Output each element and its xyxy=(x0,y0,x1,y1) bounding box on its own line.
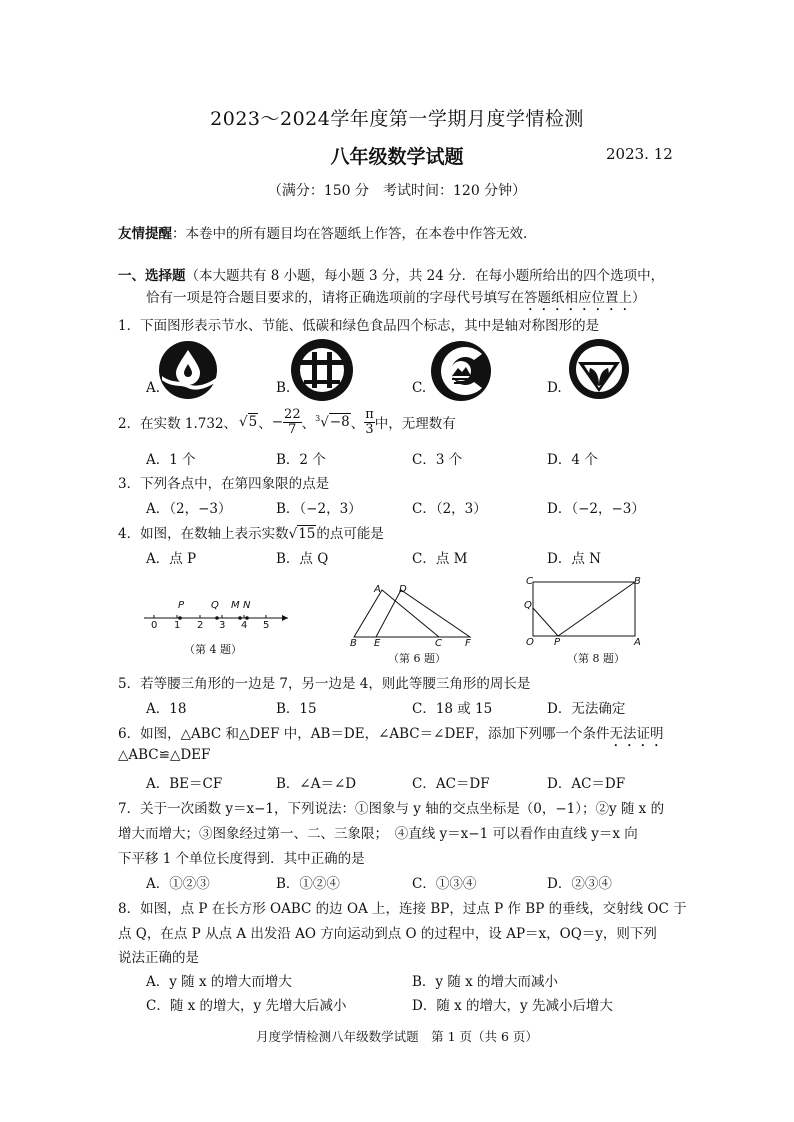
q2-neg-sign: − xyxy=(271,414,284,431)
exam-subtitle: 八年级数学试题 xyxy=(330,146,464,168)
q2-stem xyxy=(118,408,456,436)
q8-line-1: 8．如图，点 P 在长方形 OABC 的边 OA 上，连接 BP，过点 P 作 BP 的垂线，交射线 OC 于 xyxy=(118,901,687,917)
q5-option-a: A．18 xyxy=(146,701,187,717)
q3-option-c: C．（2，3） xyxy=(412,501,487,517)
section-desc-2c: ） xyxy=(632,290,646,306)
tip-text: ：本卷中的所有题目均在答题纸上作答，在本卷中作答无效. xyxy=(172,226,528,242)
q1-option-b: B. xyxy=(276,380,291,396)
water-drop-logo-icon xyxy=(158,340,218,400)
q2-cube-radicand: −8 xyxy=(329,414,350,431)
q2-option-b: B．2 个 xyxy=(276,452,326,468)
fig6-point-c: C xyxy=(435,638,442,649)
fig8-point-b: B xyxy=(634,576,641,587)
q6-option-a: A．BE＝CF xyxy=(146,776,223,792)
q4-stem: 4．如图，在数轴上表示实数√15的点可能是 xyxy=(118,526,384,542)
q6-option-d: D．AC＝DF xyxy=(547,776,626,792)
green-food-logo-icon xyxy=(568,338,630,400)
q1-stem: 1．下面图形表示节水、节能、低碳和绿色食品四个标志，其中是轴对称图形的是 xyxy=(118,318,600,334)
q5-option-b: B．15 xyxy=(276,701,317,717)
fig4-tick-1: 1 xyxy=(174,620,181,631)
q6-stem-line-2: △ABC≌△DEF xyxy=(118,747,211,763)
q8-line-3: 说法正确的是 xyxy=(118,950,199,966)
q3-option-d: D．（−2，−3） xyxy=(547,501,645,517)
fig4-tick-3: 3 xyxy=(219,620,226,631)
section-heading: 一、选择题 xyxy=(118,268,186,284)
q5-stem: 5．若等腰三角形的一边是 7，另一边是 4，则此等腰三角形的周长是 xyxy=(118,676,531,692)
fig8-point-p: P xyxy=(554,637,561,648)
q2-sep2: 、 xyxy=(301,416,316,433)
score-time-line: （满分：150 分 考试时间：120 分钟） xyxy=(267,183,527,199)
exam-date: 2023. 12 xyxy=(606,145,673,163)
fig4-point-n: N xyxy=(243,600,251,611)
q8-option-a: A．y 随 x 的增大而增大 xyxy=(146,974,292,990)
q7-line-2: 增大而增大；③图象经过第一、二、三象限； ④直线 y＝x−1 可以看作由直线 y＝x 向 xyxy=(118,826,638,842)
q4-option-b: B．点 Q xyxy=(276,551,329,567)
q3-stem: 3．下列各点中，在第四象限的点是 xyxy=(118,476,330,492)
fig4-tick-2: 2 xyxy=(197,620,204,631)
section-desc-2a: 恰有一项是符合题目要求的，请将正确选项前的字母代号填写在 xyxy=(146,290,524,306)
section-desc-1: （本大题共有 8 小题，每小题 3 分，共 24 分．在每小题所给出的四个选项中， xyxy=(185,268,665,284)
q1-option-a: A. xyxy=(146,380,161,396)
q4-radicand: 15 xyxy=(298,526,316,542)
low-carbon-logo-icon xyxy=(430,340,492,402)
q4-option-a: A．点 P xyxy=(146,551,197,567)
q2-cube-root: $^3$√−8 xyxy=(315,413,350,431)
q4-option-c: C．点 M xyxy=(412,551,468,567)
q2-sqrt5-radicand: 5 xyxy=(248,414,258,431)
q2-sep3: 、 xyxy=(350,416,365,433)
fig4-tick-4: 4 xyxy=(241,620,248,631)
q7-line-1: 7．关于一次函数 y＝x−1，下列说法：①图象与 y 轴的交点坐标是（0，−1）；②y 随 x 的 xyxy=(118,801,665,817)
fig4-caption: （第 4 题） xyxy=(184,643,242,656)
fig8-point-c: C xyxy=(526,576,533,587)
q6-stem-a: 6．如图，△ABC 和△DEF 中，AB＝DE，∠ABC＝∠DEF，添加下列哪一个条件 xyxy=(118,726,610,742)
q7-option-c: C．①③④ xyxy=(412,876,477,892)
fig4-tick-5: 5 xyxy=(263,620,270,631)
q3-option-b: B．（−2，3） xyxy=(276,501,362,517)
q8-option-c: C．随 x 的增大，y 先增大后减小 xyxy=(146,998,347,1014)
q6-option-c: C．AC＝DF xyxy=(412,776,490,792)
fig4-tick-0: 0 xyxy=(151,620,158,631)
q3-option-a: A．（2，−3） xyxy=(146,501,232,517)
fig8-point-q: Q xyxy=(524,600,532,611)
fig6-point-f: F xyxy=(465,638,471,649)
q2-cube-index: 3 xyxy=(315,413,321,423)
q8-option-b: B．y 随 x 的增大而减小 xyxy=(412,974,559,990)
q4-stem-a: 4．如图，在数轴上表示实数 xyxy=(118,526,289,542)
q2-option-d: D．4 个 xyxy=(547,452,598,468)
energy-saving-logo-icon xyxy=(290,338,354,402)
fig8-point-o: O xyxy=(526,637,534,648)
q7-line-3: 下平移 1 个单位长度得到．其中正确的是 xyxy=(118,851,365,867)
figure-8-rectangle xyxy=(528,578,640,646)
tip-label: 友情提醒 xyxy=(118,226,172,242)
section-desc-line-2 xyxy=(146,286,646,314)
fig6-point-b: B xyxy=(350,638,357,649)
fig8-caption: （第 8 题） xyxy=(567,652,625,665)
section-heading-line xyxy=(118,264,664,284)
q2-pi-den: 3 xyxy=(365,421,374,437)
q1-option-c: C. xyxy=(412,380,427,396)
q7-option-d: D．②③④ xyxy=(547,876,612,892)
q4-option-d: D．点 N xyxy=(547,551,601,567)
q2-sqrt5: √5 xyxy=(239,414,258,431)
fig4-point-q: Q xyxy=(211,600,219,611)
q2-sep1: 、 xyxy=(258,416,272,433)
q5-option-c: C．18 或 15 xyxy=(412,701,493,717)
q6-option-b: B．∠A＝∠D xyxy=(276,776,357,792)
fig6-point-e: E xyxy=(374,638,381,649)
fig6-point-a: A xyxy=(374,584,381,595)
fig4-point-p: P xyxy=(178,600,185,611)
q2-option-a: A．1 个 xyxy=(146,452,196,468)
fig6-point-d: D xyxy=(399,584,407,595)
q2-fraction-den: 7 xyxy=(288,421,297,437)
page-footer: 月度学情检测八年级数学试题 第 1 页（共 6 页） xyxy=(256,1029,538,1044)
section-desc-2b: 答题纸相应位置上 xyxy=(524,290,632,306)
q2-pi-fraction xyxy=(364,408,375,436)
fig6-caption: （第 6 题） xyxy=(388,652,446,665)
q4-stem-b: 的点可能是 xyxy=(316,526,384,542)
q1-option-d: D. xyxy=(547,380,562,396)
q8-option-d: D．随 x 的增大，y 先减小后增大 xyxy=(412,998,613,1014)
tip-line xyxy=(118,222,527,242)
q2-suffix: 中，无理数有 xyxy=(374,416,456,433)
q2-fraction-num: 22 xyxy=(284,407,301,422)
q7-option-a: A．①②③ xyxy=(146,876,210,892)
q2-option-c: C．3 个 xyxy=(412,452,463,468)
figure-6-triangles xyxy=(346,584,476,648)
q7-option-b: B．①②④ xyxy=(276,876,340,892)
fig4-point-m: M xyxy=(231,600,240,611)
q2-prefix: 2．在实数 1.732、 xyxy=(118,416,238,433)
q5-option-d: D．无法确定 xyxy=(547,701,626,717)
q2-pi-num: π xyxy=(365,407,374,422)
q8-line-2: 点 Q，在点 P 从点 A 出发沿 AO 方向运动到点 O 的过程中，设 AP＝x，OQ＝y，则下列 xyxy=(118,926,657,942)
q6-stem-line-1 xyxy=(118,722,664,750)
q6-stem-emphasis: 无法证明 xyxy=(609,726,664,742)
q2-fraction xyxy=(283,408,302,436)
exam-title: 2023～2024学年度第一学期月度学情检测 xyxy=(210,108,584,130)
fig8-point-a: A xyxy=(634,637,641,648)
